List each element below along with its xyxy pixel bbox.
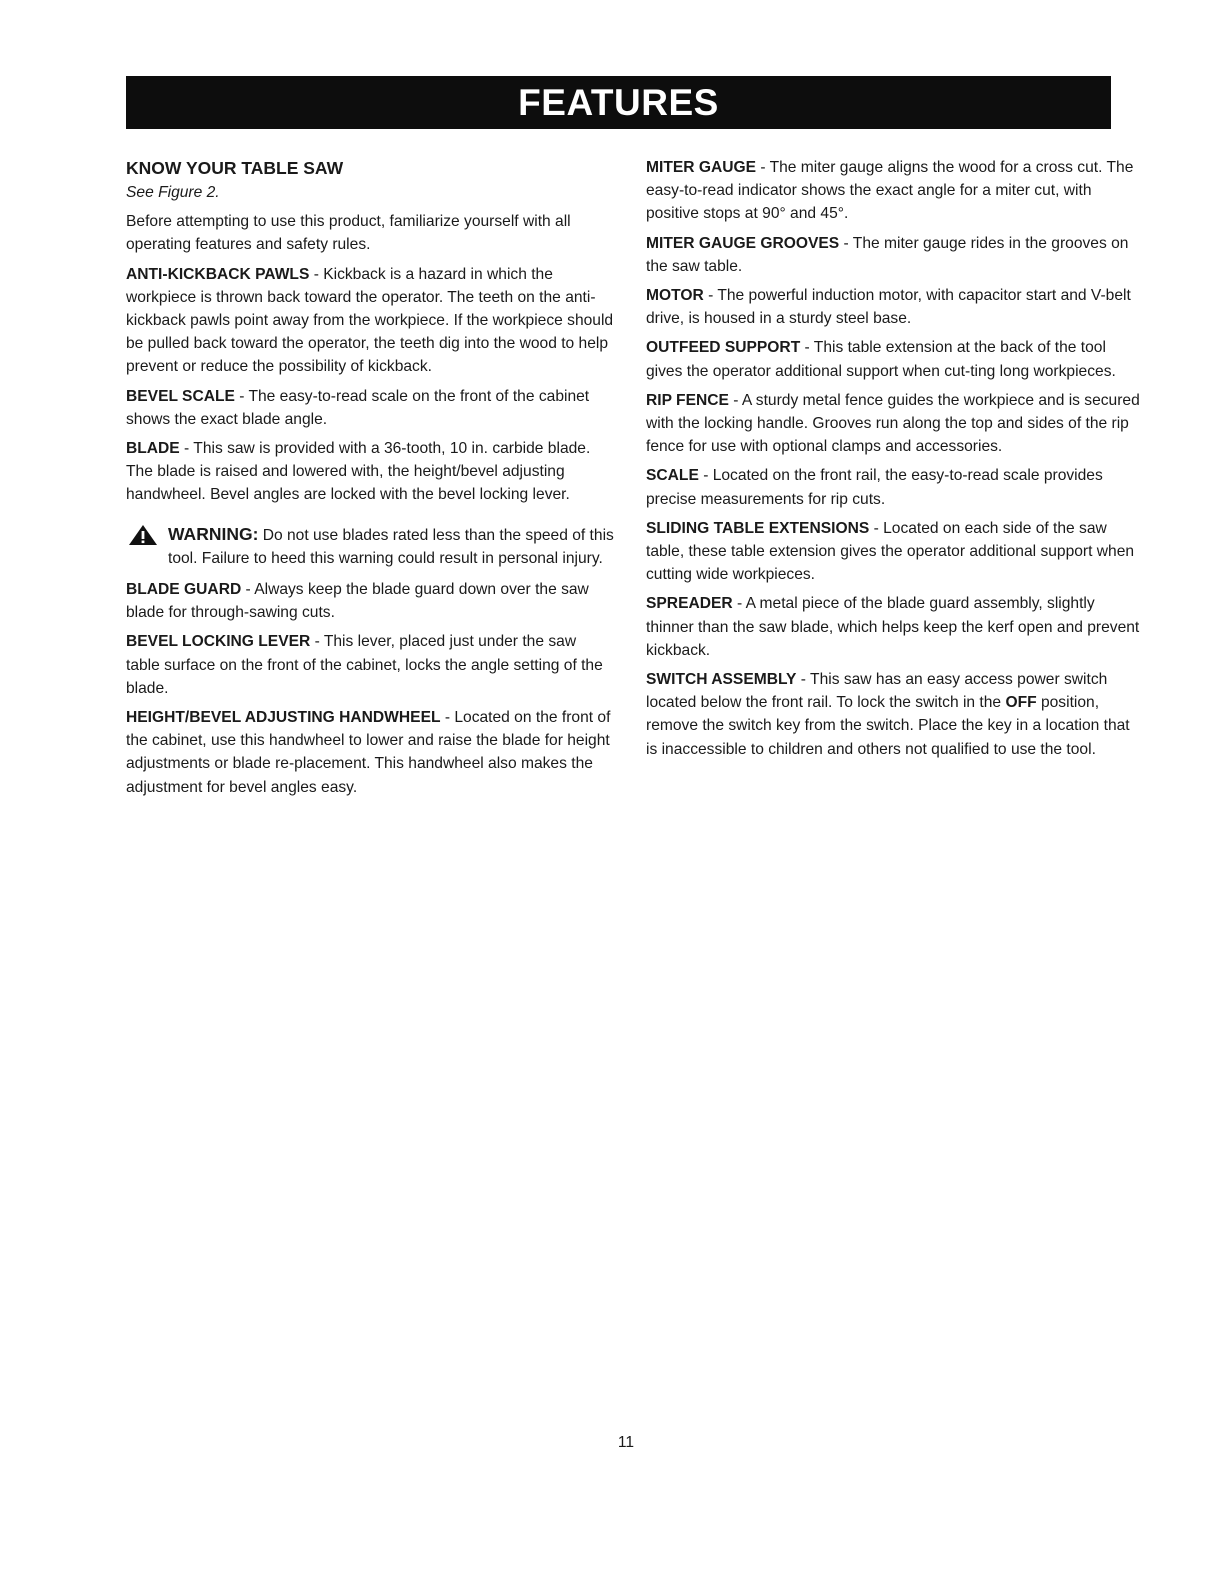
feature-term: SPREADER — [646, 595, 733, 613]
feature-term: HEIGHT/BEVEL ADJUSTING HANDWHEEL — [126, 709, 441, 727]
feature-description: - The miter gauge aligns the wood for a cross cut. The easy-to-read indicator shows the exact angle for a miter cut, with positive stops at 90° and 45°. — [646, 159, 1134, 223]
feature-blade-guard — [126, 578, 614, 624]
feature-term: BEVEL LOCKING LEVER — [126, 633, 311, 651]
feature-term: MITER GAUGE GROOVES — [646, 234, 840, 252]
feature-miter-gauge-grooves — [646, 232, 1141, 278]
feature-spreader — [646, 592, 1141, 662]
feature-description-continued: position, remove the switch key from the switch. Place the key in a location that is inaccessible to children and others not qualified to use the tool. — [646, 694, 1130, 758]
feature-term: OUTFEED SUPPORT — [646, 339, 801, 357]
feature-rip-fence — [646, 389, 1141, 459]
feature-bevel-scale — [126, 385, 614, 431]
feature-term: BLADE GUARD — [126, 581, 242, 599]
page-number: 11 — [617, 1434, 635, 1451]
feature-motor — [646, 284, 1141, 330]
feature-outfeed-support — [646, 336, 1141, 382]
feature-blade — [126, 437, 614, 507]
feature-description: - The powerful induction motor, with capacitor start and V-belt drive, is housed in a sturdy steel base. — [646, 287, 1131, 328]
feature-term: SCALE — [646, 467, 699, 485]
feature-description: - The miter gauge rides in the grooves on the saw table. — [646, 234, 1129, 275]
feature-description: - This saw is provided with a 36-tooth, 10 in. carbide blade. The blade is raised and lowered with, the height/bevel adjusting handwheel. Bevel angles are locked with the bevel locking lever. — [126, 440, 591, 504]
feature-description: - This table extension at the back of the tool gives the operator additional support when cut-ting long workpieces. — [646, 339, 1116, 380]
feature-description: - The easy-to-read scale on the front of the cabinet shows the exact blade angle. — [126, 387, 590, 428]
feature-height-bevel-handwheel — [126, 706, 614, 799]
warning-text: Do not use blades rated less than the speed of this tool. Failure to heed this warning could result in personal injury. — [168, 526, 614, 567]
feature-term: RIP FENCE — [646, 391, 729, 409]
warning-triangle-icon — [128, 524, 158, 546]
feature-miter-gauge — [646, 156, 1141, 226]
features-header-banner — [126, 76, 1111, 129]
page-title: FEATURES — [518, 81, 719, 123]
feature-description: - A metal piece of the blade guard assembly, slightly thinner than the saw blade, which helps keep the kerf open and prevent kickback. — [646, 595, 1140, 659]
feature-term: SWITCH ASSEMBLY — [646, 671, 797, 689]
feature-bevel-locking-lever — [126, 630, 614, 700]
feature-description: - Located on the front rail, the easy-to-read scale provides precise measurements for rip cuts. — [646, 467, 1103, 508]
feature-switch-assembly — [646, 668, 1141, 761]
feature-term: BEVEL SCALE — [126, 387, 235, 405]
feature-description: - Located on the front of the cabinet, use this handwheel to lower and raise the blade for height adjustments or blade re-placement. This handwheel also makes the adjustment for bevel angles easy. — [126, 709, 611, 796]
feature-sliding-table-extensions — [646, 517, 1141, 587]
section-title: KNOW YOUR TABLE SAW — [126, 158, 344, 178]
left-column — [126, 156, 614, 805]
feature-term: MITER GAUGE — [646, 159, 757, 176]
feature-term: ANTI-KICKBACK PAWLS — [126, 265, 310, 283]
feature-description: - This saw has an easy access power switch located below the front rail. To lock the switch in the — [646, 671, 1108, 712]
feature-description: - A sturdy metal fence guides the workpiece and is secured with the locking handle. Grooves run along the top and sides of the rip fence for use with optional clamps and accessories. — [646, 391, 1140, 456]
feature-description: - Always keep the blade guard down over the saw blade for through-sawing cuts. — [126, 581, 589, 622]
feature-scale — [646, 464, 1141, 510]
off-position-emphasis: OFF — [1005, 694, 1037, 712]
feature-term: BLADE — [126, 440, 180, 458]
warning-label: WARNING: — [168, 523, 259, 544]
feature-term: SLIDING TABLE EXTENSIONS — [646, 519, 870, 537]
feature-description: - This lever, placed just under the saw table surface on the front of the cabinet, locks the angle setting of the blade. — [126, 633, 603, 697]
feature-term: MOTOR — [646, 287, 704, 305]
figure-reference: See Figure 2. — [126, 184, 220, 201]
feature-description: - Located on each side of the saw table, these table extension gives the operator additional support when cutting wide workpieces. — [646, 519, 1135, 584]
warning-notice — [126, 523, 614, 570]
feature-description: - Kickback is a hazard in which the workpiece is thrown back toward the operator. The teeth on the anti-kickback pawls point away from the workpiece. If the workpiece should be pulled back toward the operator, the teeth dig into the wood to help prevent or reduce the possibility of kickback. — [126, 265, 614, 376]
right-column — [646, 156, 1141, 767]
intro-paragraph: Before attempting to use this product, familiarize yourself with all operating features and safety rules. — [126, 213, 571, 254]
feature-anti-kickback-pawls — [126, 263, 614, 379]
